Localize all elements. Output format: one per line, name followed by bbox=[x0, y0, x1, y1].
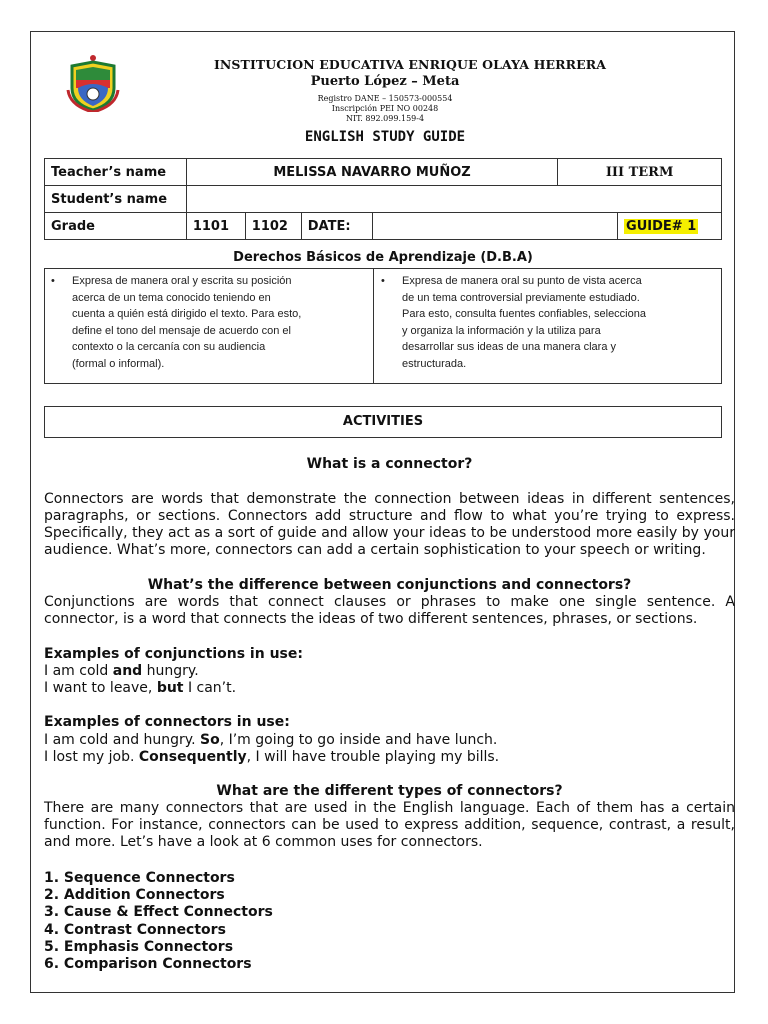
grade-row bbox=[45, 213, 722, 240]
conjunction-example-1 bbox=[44, 663, 735, 680]
grade-1101: 1101 bbox=[186, 213, 245, 240]
conjunction-example-2 bbox=[44, 680, 735, 697]
example-text: I can’t. bbox=[183, 680, 237, 696]
dba-right-line: desarrollar sus ideas de una manera clara y bbox=[402, 341, 617, 353]
dba-box bbox=[44, 268, 722, 384]
term-label: III TERM bbox=[558, 159, 722, 186]
date-label: DATE: bbox=[301, 213, 372, 240]
dba-right-line: de un tema controversial previamente estudiado. bbox=[402, 291, 640, 304]
example-text: , I will have trouble playing my bills. bbox=[246, 749, 500, 765]
conjunctions-examples-title: Examples of conjunctions in use: bbox=[44, 646, 303, 662]
example-text: I am cold and hungry. bbox=[44, 732, 200, 748]
list-item: 4. Contrast Connectors bbox=[44, 921, 226, 938]
paragraph-conjunctions: Conjunctions are words that connect clauses or phrases to make one single sentence. A connector, is a word that connects the ideas of two different sentences, phrases, or sections. bbox=[44, 594, 735, 627]
city-name: Puerto López – Meta bbox=[310, 74, 460, 89]
nit-number: NIT. 892.099.159-4 bbox=[345, 114, 425, 123]
dba-left-item bbox=[51, 273, 365, 372]
paragraph-connectors-definition: Connectors are words that demonstrate the connection between ideas in different sentences, paragraphs, or sections. Connectors add structure and flow to what you’re trying to express. Specifically, they act as a sort of guide and allow your ideas to be understood more easily by your audience. What’s more, connectors can add a certain sophistication to your speech or writing. bbox=[44, 491, 735, 558]
example-text: I want to leave, bbox=[44, 680, 157, 696]
dba-right-line: Para esto, consulta fuentes confiables, selecciona bbox=[402, 308, 646, 320]
teacher-row bbox=[45, 159, 722, 186]
question-types: What are the different types of connectors? bbox=[216, 783, 563, 799]
example-keyword: but bbox=[156, 680, 184, 696]
bullet-icon: • bbox=[51, 275, 55, 287]
teacher-label: Teacher’s name bbox=[45, 159, 187, 186]
teacher-name: MELISSA NAVARRO MUÑOZ bbox=[186, 159, 557, 186]
dba-left-line: acerca de un tema conocido teniendo en bbox=[72, 291, 271, 304]
registro-dane: Registro DANE – 150573-000554 bbox=[317, 94, 453, 103]
dba-right-line: Expresa de manera oral su punto de vista acerca bbox=[402, 275, 642, 287]
example-keyword: and bbox=[112, 663, 143, 679]
dba-left-line: contexto o la cercanía con su audiencia bbox=[72, 341, 266, 353]
dba-left-line: cuenta a quién está dirigido el texto. Para esto, bbox=[72, 308, 302, 320]
dba-left-line: (formal o informal). bbox=[72, 357, 165, 370]
connector-example-2 bbox=[44, 749, 735, 766]
example-text: I lost my job. bbox=[44, 749, 139, 765]
paragraph-types: There are many connectors that are used in the English language. Each of them has a certain function. For instance, connectors can be used to express addition, sequence, contrast, a result, and more. Let’s have a look at 6 common uses for connectors. bbox=[44, 800, 735, 850]
list-item: 3. Cause & Effect Connectors bbox=[44, 904, 273, 921]
dba-divider bbox=[373, 269, 374, 383]
grade-label: Grade bbox=[45, 213, 187, 240]
student-label: Student’s name bbox=[45, 186, 187, 213]
school-crest-icon bbox=[62, 50, 124, 112]
question-what-is-connector: What is a connector? bbox=[306, 456, 473, 472]
dba-right-line: estructurada. bbox=[402, 357, 467, 370]
info-table bbox=[44, 158, 722, 240]
list-item: 6. Comparison Connectors bbox=[44, 956, 252, 973]
grade-1102: 1102 bbox=[245, 213, 301, 240]
connectors-examples-title: Examples of connectors in use: bbox=[44, 714, 290, 730]
example-text: , I’m going to go inside and have lunch. bbox=[219, 732, 498, 748]
dba-left-line: define el tono del mensaje de acuerdo con el bbox=[72, 324, 291, 337]
guide-title: ENGLISH STUDY GUIDE bbox=[304, 129, 466, 145]
dba-right-line: y organiza la información y la utiliza para bbox=[402, 324, 601, 337]
dba-title: Derechos Básicos de Aprendizaje (D.B.A) bbox=[233, 250, 533, 265]
institution-name: INSTITUCION EDUCATIVA ENRIQUE OLAYA HERRERA bbox=[213, 57, 607, 72]
student-name-field[interactable] bbox=[186, 186, 721, 213]
list-item: 2. Addition Connectors bbox=[44, 887, 225, 904]
list-item: 1. Sequence Connectors bbox=[44, 870, 235, 886]
student-row bbox=[45, 186, 722, 213]
activities-heading: ACTIVITIES bbox=[44, 406, 722, 438]
example-text: hungry. bbox=[142, 663, 199, 679]
example-keyword: Consequently bbox=[138, 749, 247, 765]
question-difference: What’s the difference between conjunctions and connectors? bbox=[147, 577, 632, 593]
guide-number-cell bbox=[618, 213, 722, 240]
list-item: 5. Emphasis Connectors bbox=[44, 938, 234, 955]
date-field[interactable] bbox=[372, 213, 617, 240]
connector-example-1 bbox=[44, 732, 735, 749]
example-keyword: So bbox=[199, 732, 220, 748]
guide-number: GUIDE# 1 bbox=[626, 218, 697, 234]
dba-left-line: Expresa de manera oral y escrita su posición bbox=[72, 275, 292, 287]
connector-types-list bbox=[44, 870, 735, 973]
bullet-icon: • bbox=[381, 275, 385, 287]
dba-right-item bbox=[381, 273, 715, 372]
example-text: I am cold bbox=[44, 663, 113, 679]
inscripcion-pei: Inscripción PEI NO 00248 bbox=[331, 104, 439, 113]
